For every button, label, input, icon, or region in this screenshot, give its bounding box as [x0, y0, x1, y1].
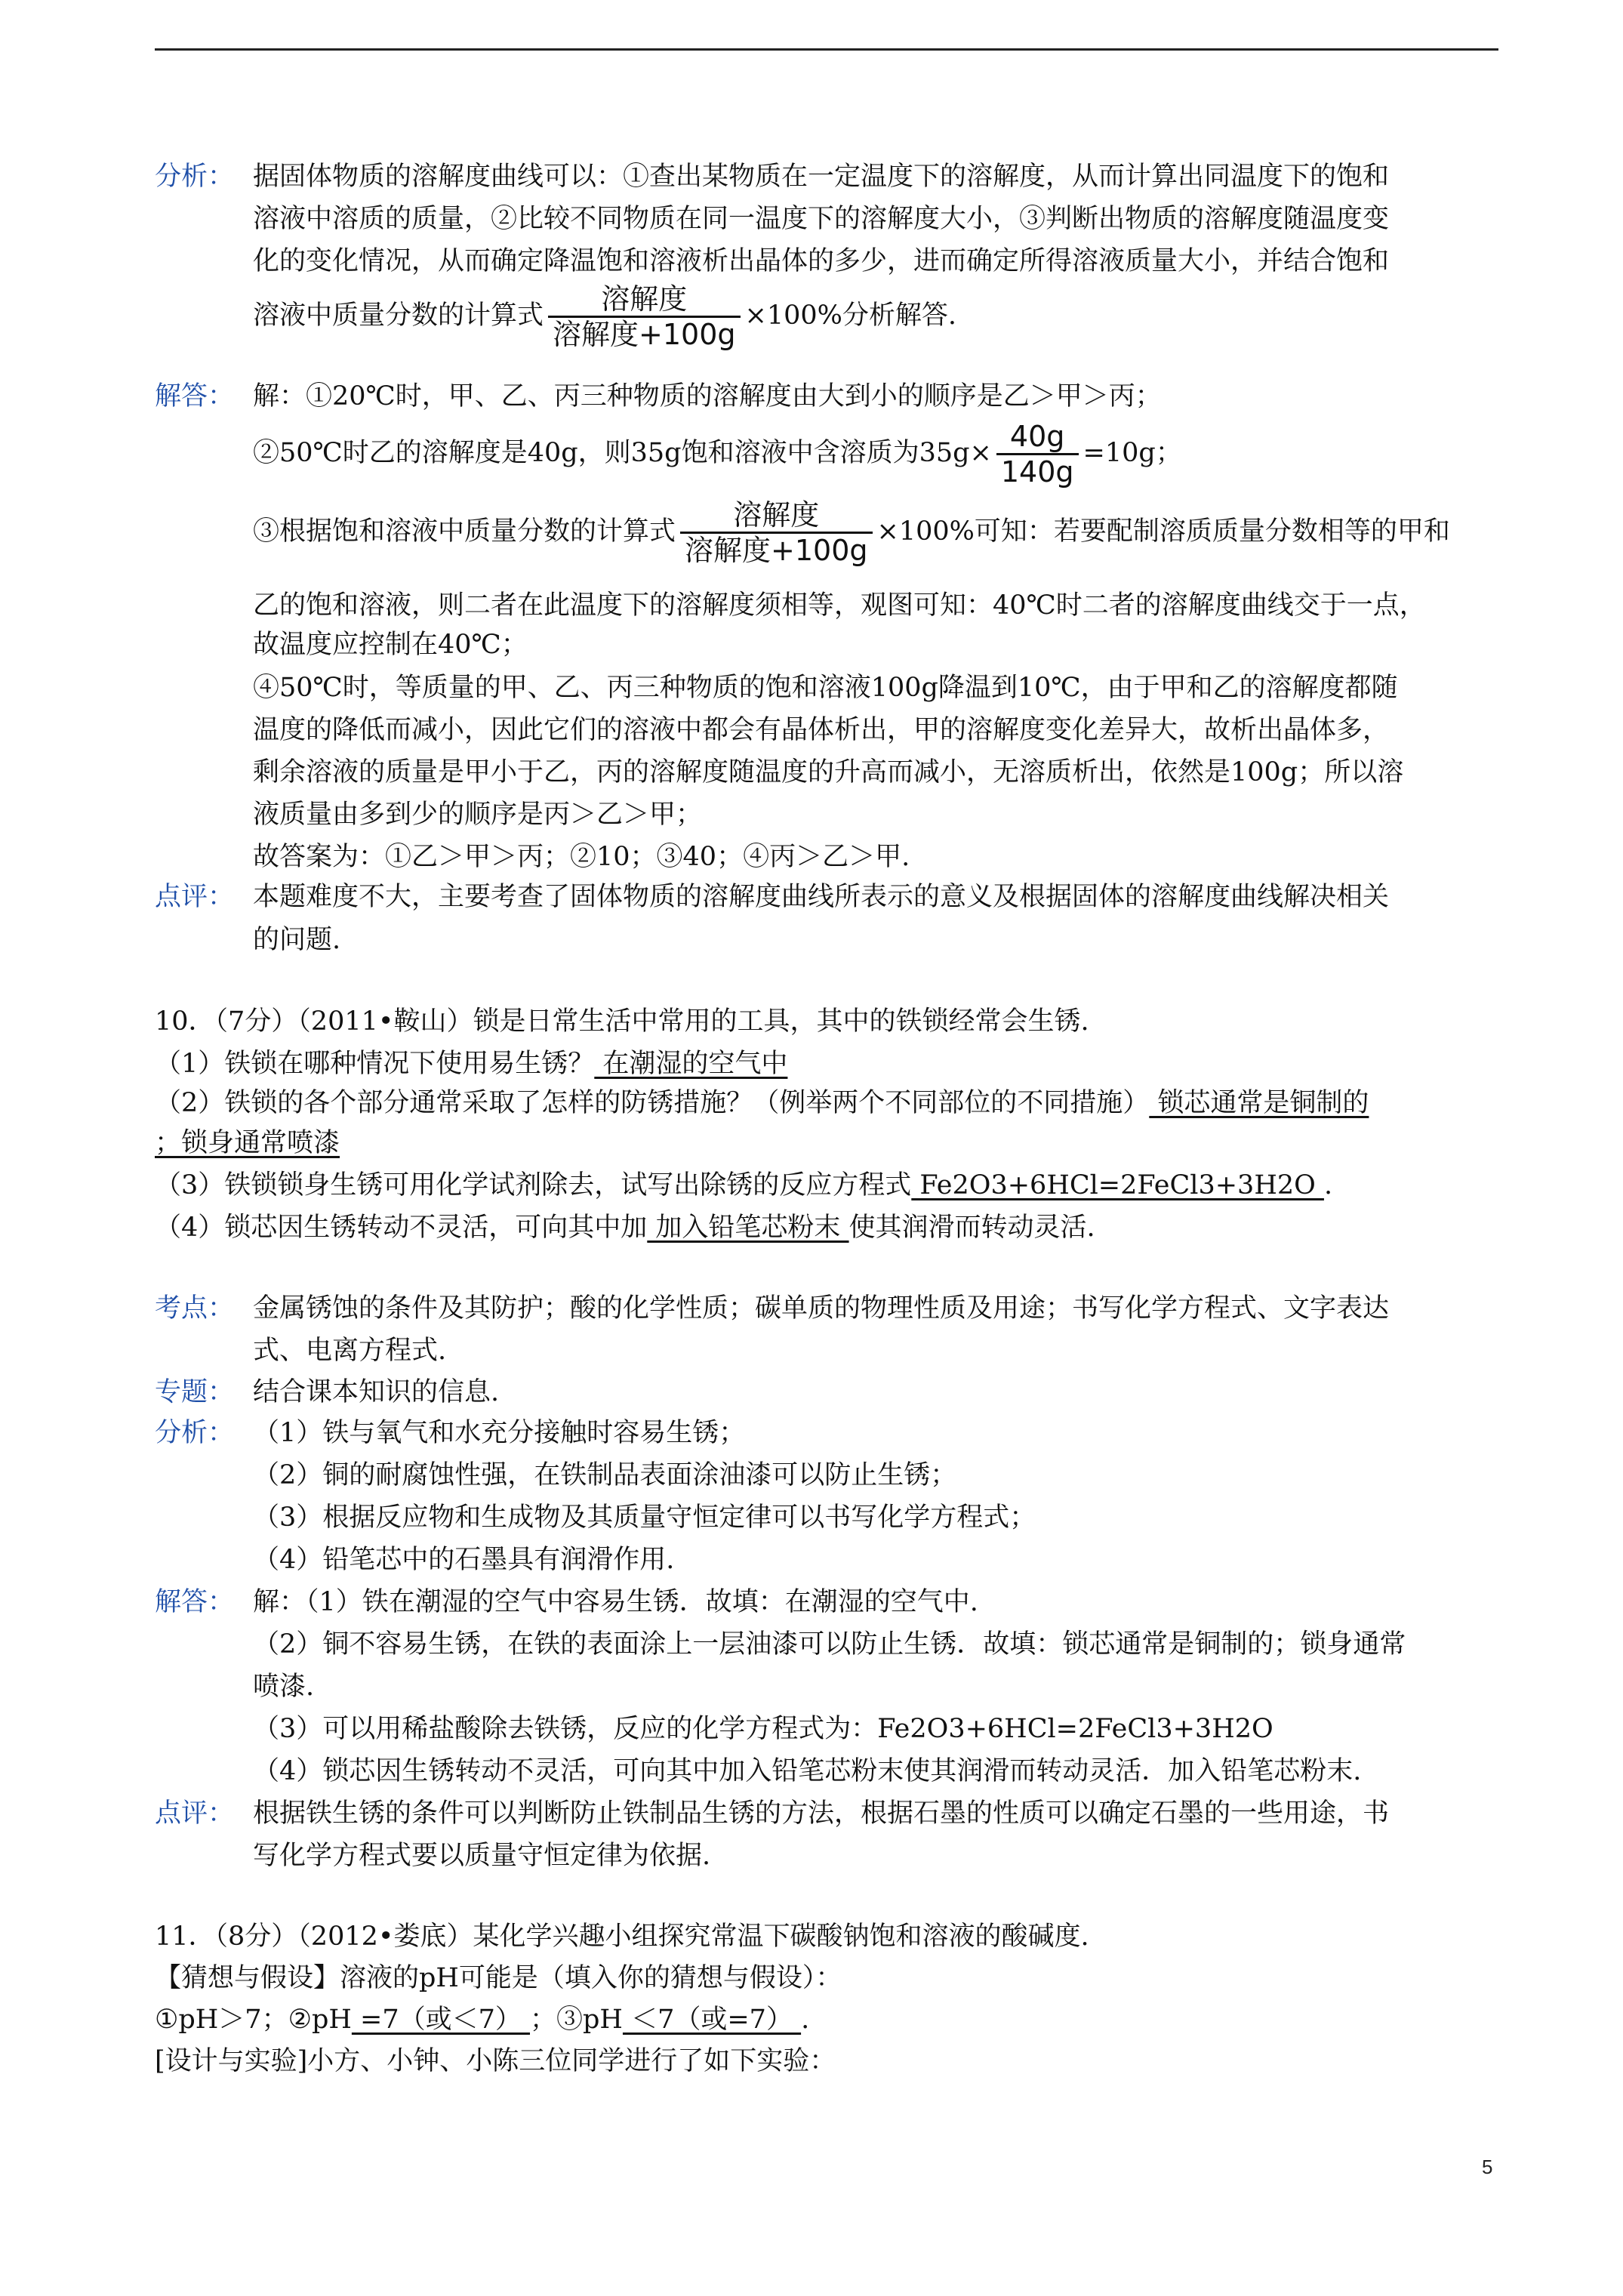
q9-comment-line: 的问题.: [253, 925, 341, 955]
text-fragment: （3）铁锁锁身生锈可用化学试剂除去，试写出除锈的反应方程式: [155, 1170, 912, 1200]
q9-comment-label: 点评：: [155, 882, 235, 912]
text-fragment: 使其润滑而转动灵活.: [848, 1213, 1095, 1243]
fraction-numerator: 溶解度: [680, 498, 873, 534]
text-fragment: =10g；: [1083, 438, 1182, 468]
q10-zhuanti-line: 结合课本知识的信息.: [253, 1377, 500, 1407]
text-fragment: ③根据饱和溶液中质量分数的计算式: [253, 516, 676, 547]
answer-blank: 在潮湿的空气中: [594, 1049, 788, 1079]
header-rule: [155, 48, 1498, 51]
answer-blank: ；锁身通常喷漆: [155, 1128, 340, 1158]
q10-comment-line: 写化学方程式要以质量守恒定律为依据.: [253, 1841, 711, 1871]
q9-analysis-line: 化的变化情况，从而确定降温饱和溶液析出晶体的多少，进而确定所得溶液质量大小，并结合饱和: [253, 246, 1390, 276]
q9-answer-line: 故温度应控制在40℃；: [253, 630, 528, 660]
q11-options: [155, 2005, 809, 2035]
text-fragment: （4）锁芯因生锈转动不灵活，可向其中加: [155, 1213, 648, 1243]
q10-kaodian-label: 考点：: [155, 1293, 235, 1324]
text-fragment: ×100%可知：若要配制溶质质量分数相等的甲和: [876, 516, 1450, 547]
text-fragment: （1）铁锁在哪种情况下使用易生锈？: [155, 1049, 595, 1079]
fraction: [680, 498, 873, 567]
q9-comment-line: 本题难度不大，主要考查了固体物质的溶解度曲线所表示的意义及根据固体的溶解度曲线解决相关: [253, 882, 1390, 912]
fraction-denominator: 140g: [1000, 455, 1074, 488]
fraction: [548, 282, 741, 351]
q10-analysis-line: （3）根据反应物和生成物及其质量守恒定律可以书写化学方程式；: [253, 1502, 1036, 1533]
answer-blank: 锁芯通常是铜制的: [1149, 1088, 1369, 1118]
q10-comment-label: 点评：: [155, 1798, 235, 1829]
q10-answer-label: 解答：: [155, 1587, 235, 1617]
q9-analysis-label: 分析：: [155, 162, 235, 192]
answer-blank: =7（或＜7）: [351, 2005, 531, 2035]
q10-analysis-label: 分析：: [155, 1418, 235, 1448]
q10-analysis-line: （2）铜的耐腐蚀性强，在铁制品表面涂油漆可以防止生锈；: [253, 1460, 957, 1490]
q10-part-2: [155, 1088, 1369, 1118]
q9-answer-formula-line: [253, 498, 1450, 567]
q9-answer-label: 解答：: [155, 381, 235, 411]
q10-answer-line: 喷漆.: [253, 1672, 315, 1702]
q10-kaodian-line: 金属锈蚀的条件及其防护；酸的化学性质；碳单质的物理性质及用途；书写化学方程式、文字表达: [253, 1293, 1390, 1324]
text-fragment: 溶液中质量分数的计算式: [253, 300, 544, 331]
q9-analysis-line: 据固体物质的溶解度曲线可以：①查出某物质在一定温度下的溶解度，从而计算出同温度下的饱和: [253, 162, 1390, 192]
q9-answer-line: 剩余溶液的质量是甲小于乙，丙的溶解度随温度的升高而减小，无溶质析出，依然是100g；所以溶: [253, 757, 1404, 787]
text-fragment: （2）铁锁的各个部分通常采取了怎样的防锈措施？（例举两个不同部位的不同措施）: [155, 1088, 1150, 1118]
answer-blank: 加入铅笔芯粉末: [647, 1213, 849, 1243]
q11-header: 11．（8分）（2012•娄底）某化学兴趣小组探究常温下碳酸钠饱和溶液的酸碱度.: [155, 1922, 1089, 1952]
q10-answer-line: （3）可以用稀盐酸除去铁锈，反应的化学方程式为：Fe2O3+6HCl=2FeCl3+3H2O: [253, 1714, 1273, 1744]
fraction-numerator: 溶解度: [548, 282, 741, 318]
q11-design: [设计与实验]小方、小钟、小陈三位同学进行了如下实验：: [155, 2046, 836, 2076]
q9-analysis-formula-line: [253, 282, 956, 351]
q9-answer-line: 解：①20℃时，甲、乙、丙三种物质的溶解度由大到小的顺序是乙＞甲＞丙；: [253, 381, 1162, 411]
text-fragment: .: [1323, 1170, 1333, 1200]
q10-part-1: [155, 1049, 787, 1079]
answer-blank: Fe2O3+6HCl=2FeCl3+3H2O: [911, 1170, 1324, 1200]
q9-answer-line: ④50℃时，等质量的甲、乙、丙三种物质的饱和溶液100g降温到10℃，由于甲和乙的溶解度都随: [253, 673, 1398, 703]
text-fragment: ②50℃时乙的溶解度是40g，则35g饱和溶液中含溶质为35g×: [253, 438, 992, 468]
q11-guess: 【猜想与假设】溶液的pH可能是（填入你的猜想与假设）：: [155, 1963, 842, 1993]
q10-kaodian-line: 式、电离方程式.: [253, 1336, 447, 1366]
fraction-denominator: 溶解度+100g: [685, 534, 868, 567]
q10-analysis-line: （4）铅笔芯中的石墨具有润滑作用.: [253, 1545, 675, 1575]
q10-part-3: [155, 1170, 1332, 1200]
q10-answer-line: （2）铜不容易生锈，在铁的表面涂上一层油漆可以防止生锈．故填：锁芯通常是铜制的；锁身通常: [253, 1629, 1406, 1660]
q9-answer-line: 温度的降低而减小，因此它们的溶液中都会有晶体析出，甲的溶解度变化差异大，故析出晶体多，: [253, 715, 1390, 745]
q10-comment-line: 根据铁生锈的条件可以判断防止铁制品生锈的方法，根据石墨的性质可以确定石墨的一些用途，书: [253, 1798, 1390, 1829]
q9-answer-line: 液质量由多到少的顺序是丙＞乙＞甲；: [253, 800, 703, 830]
q10-answer-line: （4）锁芯因生锈转动不灵活，可向其中加入铅笔芯粉末使其润滑而转动灵活．加入铅笔芯粉末.: [253, 1756, 1362, 1786]
fraction-denominator: 溶解度+100g: [553, 318, 736, 351]
answer-blank: ＜7（或=7）: [622, 2005, 802, 2035]
text-fragment: ×100%分析解答.: [744, 300, 957, 331]
q9-analysis-line: 溶液中溶质的质量，②比较不同物质在同一温度下的溶解度大小，③判断出物质的溶解度随温度变: [253, 204, 1390, 234]
q10-zhuanti-label: 专题：: [155, 1377, 235, 1407]
q9-answer-line: 乙的饱和溶液，则二者在此温度下的溶解度须相等，观图可知：40℃时二者的溶解度曲线交于一点，: [253, 590, 1426, 621]
q10-part-4: [155, 1213, 1095, 1243]
text-fragment: .: [801, 2005, 810, 2035]
fraction: [996, 420, 1079, 488]
text-fragment: ①pH＞7；②pH: [155, 2005, 352, 2035]
fraction-numerator: 40g: [996, 420, 1079, 455]
text-fragment: ；③pH: [530, 2005, 623, 2035]
q10-header: 10．（7分）（2011•鞍山）锁是日常生活中常用的工具，其中的铁锁经常会生锈.: [155, 1006, 1089, 1037]
q10-answer-line: 解：（1）铁在潮湿的空气中容易生锈．故填：在潮湿的空气中.: [253, 1587, 978, 1617]
q10-analysis-line: （1）铁与氧气和水充分接触时容易生锈；: [253, 1418, 746, 1448]
page-number: 5: [1482, 2156, 1493, 2178]
q9-answer-line: 故答案为：①乙＞甲＞丙；②10；③40；④丙＞乙＞甲.: [253, 842, 910, 872]
q9-answer-formula-line: [253, 420, 1182, 488]
